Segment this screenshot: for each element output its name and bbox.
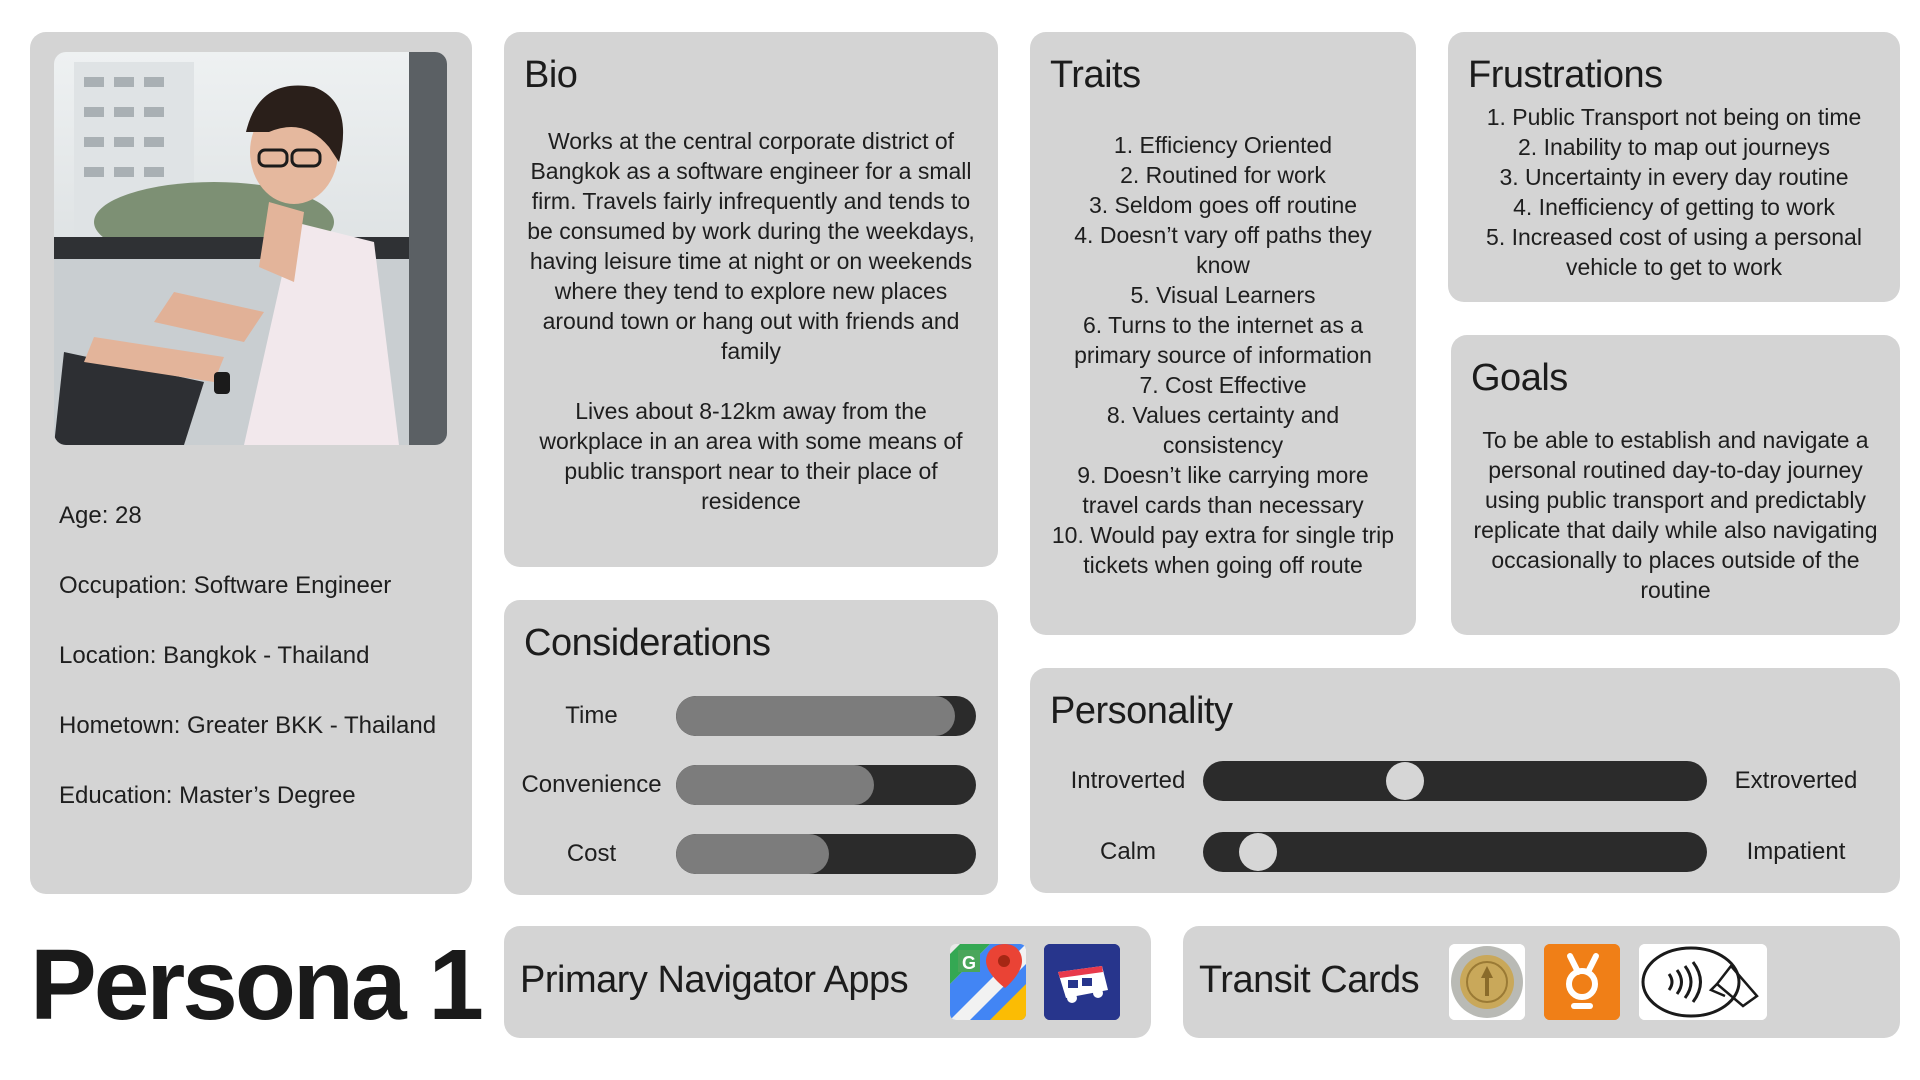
trait-item: 8. Values certainty and consistency <box>1106 402 1340 458</box>
contactless-card-icon <box>1639 944 1767 1020</box>
traits-title: Traits <box>1050 54 1141 96</box>
education-field: Education: Master’s Degree <box>59 782 356 809</box>
frustration-item: 3. Uncertainty in every day routine <box>1499 164 1849 190</box>
consideration-time <box>504 696 998 736</box>
persona-photo <box>54 52 447 445</box>
consideration-bar <box>676 834 976 874</box>
transit-cards-card <box>1183 926 1900 1038</box>
consideration-bar-fill <box>676 834 829 874</box>
frustration-item: 2. Inability to map out journeys <box>1518 134 1830 160</box>
trait-item: 7. Cost Effective <box>1139 372 1307 398</box>
frustrations-card <box>1448 32 1900 302</box>
personality-title: Personality <box>1050 690 1233 732</box>
trait-item: 6. Turns to the internet as a primary source of information <box>1074 312 1372 368</box>
scale-track <box>1203 761 1707 801</box>
google-maps-icon <box>950 944 1026 1020</box>
trait-item: 9. Doesn’t like carrying more travel cards than necessary <box>1077 462 1369 518</box>
consideration-label: Cost <box>566 840 617 867</box>
trait-item: 10. Would pay extra for single trip tickets when going off route <box>1051 522 1395 578</box>
apps-title: Primary Navigator Apps <box>520 959 909 1001</box>
goals-text: To be able to establish and navigate a personal routined day-to-day journey using public transport and predictably replicate that daily while also navigating occasionally to places outside of the routine <box>1473 427 1878 603</box>
bio-paragraph: Works at the central corporate district of Bangkok as a software engineer for a small firm. Travels fairly infrequently and tends to be consumed by work during the weekdays, having leisure time at night or on weekends where they tend to explore new places around town or hang out with friends and family <box>527 128 975 364</box>
trait-item: 3. Seldom goes off routine <box>1088 192 1358 218</box>
frustrations-title: Frustrations <box>1468 54 1663 96</box>
scale-knob <box>1386 762 1424 800</box>
trait-item: 2. Routined for work <box>1120 162 1326 188</box>
consideration-bar-fill <box>676 765 874 805</box>
bio-card <box>504 32 998 567</box>
bus-app-icon <box>1044 944 1120 1020</box>
consideration-convenience <box>504 765 998 805</box>
frustration-item: 1. Public Transport not being on time <box>1486 104 1862 130</box>
thai-coin-icon <box>1449 944 1525 1020</box>
considerations-title: Considerations <box>524 622 771 664</box>
trait-item: 4. Doesn’t vary off paths they know <box>1074 222 1372 278</box>
hometown-field: Hometown: Greater BKK - Thailand <box>59 712 437 739</box>
personality-card <box>1030 668 1900 893</box>
bio-paragraph: Lives about 8-12km away from the workplace in an area with some means of public transport near to their place of residence <box>539 398 963 514</box>
personality-scale-calm <box>1030 832 1900 872</box>
page-title: Persona 1 <box>30 929 482 1041</box>
bio-title: Bio <box>524 54 578 96</box>
transit-cards-title: Transit Cards <box>1199 959 1420 1001</box>
frustration-item: 5. Increased cost of using a personal vehicle to get to work <box>1486 224 1862 280</box>
scale-left-label: Introverted <box>1070 767 1186 794</box>
profile-card <box>30 32 472 894</box>
personality-scale-introvert <box>1030 761 1900 801</box>
consideration-bar <box>676 765 976 805</box>
consideration-label: Convenience <box>521 771 662 798</box>
scale-right-label: Impatient <box>1746 838 1846 865</box>
scale-right-label: Extroverted <box>1734 767 1858 794</box>
svg-text:G: G <box>961 953 977 973</box>
scale-knob <box>1239 833 1277 871</box>
frustration-item: 4. Inefficiency of getting to work <box>1513 194 1835 220</box>
age-field: Age: 28 <box>59 502 142 529</box>
navigator-apps-card <box>504 926 1151 1038</box>
trait-item: 5. Visual Learners <box>1130 282 1316 308</box>
consideration-cost <box>504 834 998 874</box>
traits-card <box>1030 32 1416 635</box>
consideration-bar <box>676 696 976 736</box>
consideration-label: Time <box>565 702 618 729</box>
goals-card <box>1451 335 1900 635</box>
trait-item: 1. Efficiency Oriented <box>1113 132 1333 158</box>
occupation-field: Occupation: Software Engineer <box>59 572 392 599</box>
rabbit-card-icon <box>1544 944 1620 1020</box>
scale-track <box>1203 832 1707 872</box>
location-field: Location: Bangkok - Thailand <box>59 642 370 669</box>
consideration-bar-fill <box>676 696 955 736</box>
scale-left-label: Calm <box>1099 838 1156 865</box>
considerations-card <box>504 600 998 895</box>
goals-title: Goals <box>1471 357 1568 399</box>
